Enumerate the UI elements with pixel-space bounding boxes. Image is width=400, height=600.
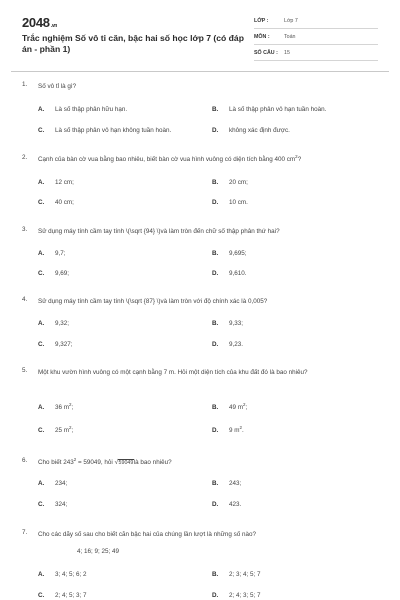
option-text: Là số thập phân hữu hạn. <box>55 106 128 113</box>
option-letter: D. <box>212 501 219 508</box>
meta-panel <box>254 15 378 63</box>
option-text-end: ; <box>245 404 248 411</box>
option-letter: D. <box>212 592 219 599</box>
superscript: 2 <box>243 401 246 407</box>
question-text: Cho các dãy số sau cho biết căn bậc hai của chúng lần lượt là những số nào? <box>38 531 257 538</box>
option-letter: B. <box>212 179 219 186</box>
question-number: 3. <box>22 226 28 233</box>
option-text: 2; 3; 4; 5; 7 <box>229 571 261 578</box>
option-letter: B. <box>212 404 219 411</box>
option-letter: D. <box>212 199 219 206</box>
option-d[interactable] <box>212 592 261 599</box>
option-text: không xác định được. <box>229 127 290 134</box>
option-letter: A. <box>38 250 45 257</box>
option-a[interactable] <box>38 250 66 257</box>
meta-value: 15 <box>284 50 290 56</box>
option-letter: C. <box>38 199 45 206</box>
option-letter: C. <box>38 270 45 277</box>
option-letter: B. <box>212 250 219 257</box>
option-c[interactable] <box>38 501 67 508</box>
option-letter: B. <box>212 320 219 327</box>
question-number: 1. <box>22 81 28 88</box>
option-text: 243; <box>229 480 242 487</box>
option-letter: B. <box>212 480 219 487</box>
option-text-end: ; <box>71 404 74 411</box>
question-number: 5. <box>22 367 28 374</box>
meta-row-subject <box>254 31 378 45</box>
option-letter: A. <box>38 179 45 186</box>
question-text-end: ? <box>297 156 302 163</box>
option-d[interactable] <box>212 424 244 434</box>
option-text-end: ; <box>71 427 74 434</box>
option-d[interactable] <box>212 501 241 508</box>
question-text <box>38 154 368 165</box>
option-letter: A. <box>38 480 45 487</box>
question-number: 4. <box>22 296 28 303</box>
option-text: 9,695; <box>229 250 247 257</box>
option-letter: D. <box>212 427 219 434</box>
question-text-main: Cạnh của bàn cờ vua bằng bao nhiêu, biết bàn cờ vua hình vuông có diện tích bằng 400 cm <box>38 156 296 163</box>
option-text: 49 m <box>229 404 243 411</box>
option-text: 2; 4; 5; 3; 7 <box>55 592 87 599</box>
option-letter: B. <box>212 571 219 578</box>
meta-label: LỚP : <box>254 18 269 24</box>
option-c[interactable] <box>38 341 73 348</box>
option-c[interactable] <box>38 127 171 134</box>
sqrt-symbol: √ <box>114 459 119 466</box>
meta-row-class <box>254 15 378 29</box>
question-text-main: Cho biết 243 <box>38 459 74 466</box>
option-text: 9,610. <box>229 270 247 277</box>
option-a[interactable] <box>38 571 87 578</box>
number-sequence: 4; 16; 9; 25; 49 <box>77 548 120 555</box>
option-c[interactable] <box>38 199 74 206</box>
option-letter: A. <box>38 404 45 411</box>
document-title: Trắc nghiệm Số vô tỉ căn, bậc hai số học lớp 7 (có đáp án - phần 1) <box>22 33 244 54</box>
option-text: 9,32; <box>55 320 70 327</box>
meta-row-count <box>254 47 378 61</box>
option-letter: C. <box>38 501 45 508</box>
option-text: Là số thập phân vô hạn tuần hoàn. <box>229 106 327 113</box>
option-text: 10 cm. <box>229 199 248 206</box>
option-b[interactable] <box>212 480 241 487</box>
option-letter: A. <box>38 106 45 113</box>
option-text: 9,7; <box>55 250 66 257</box>
option-text: Là số thập phân vô hạn không tuần hoàn. <box>55 127 172 134</box>
option-text: 9,327; <box>55 341 73 348</box>
option-b[interactable] <box>212 179 248 186</box>
option-c[interactable] <box>38 270 69 277</box>
meta-value: Toán <box>284 34 296 40</box>
question-text-mid: = 59049, hỏi <box>76 459 115 466</box>
option-letter: C. <box>38 592 45 599</box>
site-logo[interactable] <box>22 15 56 30</box>
option-text: 20 cm; <box>229 179 248 186</box>
option-text: 2; 4; 3; 5; 7 <box>229 592 261 599</box>
option-b[interactable] <box>212 571 261 578</box>
option-text: 40 cm; <box>55 199 74 206</box>
question-text: Một khu vườn hình vuông có một cạnh bằng 7 m. Hỏi một diện tích của khu đất đó là bao nhiêu? <box>38 369 308 376</box>
option-text: 324; <box>55 501 68 508</box>
option-a[interactable] <box>38 320 69 327</box>
option-b[interactable] <box>212 250 247 257</box>
question-number: 6. <box>22 457 28 464</box>
option-letter: B. <box>212 106 219 113</box>
option-text: 3; 4; 5; 6; 2 <box>55 571 87 578</box>
superscript: 2 <box>69 401 72 407</box>
option-text: 9,69; <box>55 270 70 277</box>
option-b[interactable] <box>212 320 243 327</box>
meta-value: Lớp 7 <box>284 18 298 24</box>
meta-label: MÔN : <box>254 34 270 40</box>
option-a[interactable] <box>38 179 74 186</box>
superscript: 2 <box>73 456 77 462</box>
question-number: 7. <box>22 529 28 536</box>
superscript: 2 <box>69 424 72 430</box>
option-text: 9,33; <box>229 320 244 327</box>
option-a[interactable] <box>38 480 67 487</box>
option-text-end: . <box>242 427 244 434</box>
question-text-end: là bao nhiêu? <box>133 459 172 466</box>
question-number: 2. <box>22 154 28 161</box>
option-letter: C. <box>38 341 45 348</box>
logo-text: 2048 <box>22 15 50 30</box>
option-letter: D. <box>212 270 219 277</box>
option-b[interactable] <box>212 401 248 411</box>
option-text: 36 m <box>55 404 69 411</box>
option-letter: C. <box>38 127 45 134</box>
sqrt-radicand: 59049 <box>118 460 134 466</box>
option-text: 423. <box>229 501 242 508</box>
option-text: 12 cm; <box>55 179 74 186</box>
superscript: 2 <box>239 424 243 430</box>
question-text <box>38 457 368 469</box>
option-letter: D. <box>212 341 219 348</box>
option-b[interactable] <box>212 106 326 113</box>
option-text: 9,23. <box>229 341 244 348</box>
meta-label: SỐ CÂU : <box>254 50 278 56</box>
superscript: 2 <box>295 153 298 159</box>
option-a[interactable] <box>38 401 74 411</box>
header-divider <box>11 71 389 72</box>
option-letter: C. <box>38 427 45 434</box>
logo-suffix: .vn <box>50 23 58 29</box>
question-text: Sử dụng máy tính cầm tay tính \(\sqrt {87} \)và làm tròn với độ chính xác là 0,005? <box>38 298 268 305</box>
question-text: Số vô tỉ là gì? <box>38 83 77 90</box>
option-a[interactable] <box>38 106 127 113</box>
option-text: 25 m <box>55 427 69 434</box>
option-text: 234; <box>55 480 68 487</box>
option-d[interactable] <box>212 270 247 277</box>
option-letter: A. <box>38 571 45 578</box>
option-letter: A. <box>38 320 45 327</box>
option-d[interactable] <box>212 127 290 134</box>
option-c[interactable] <box>38 424 74 434</box>
option-text: 9 m <box>229 427 240 434</box>
option-d[interactable] <box>212 341 243 348</box>
option-letter: D. <box>212 127 219 134</box>
option-d[interactable] <box>212 199 248 206</box>
question-text: Sử dụng máy tính cầm tay tính \(\sqrt {94} \)và làm tròn đến chữ số thập phân thứ hai? <box>38 228 280 235</box>
option-c[interactable] <box>38 592 87 599</box>
